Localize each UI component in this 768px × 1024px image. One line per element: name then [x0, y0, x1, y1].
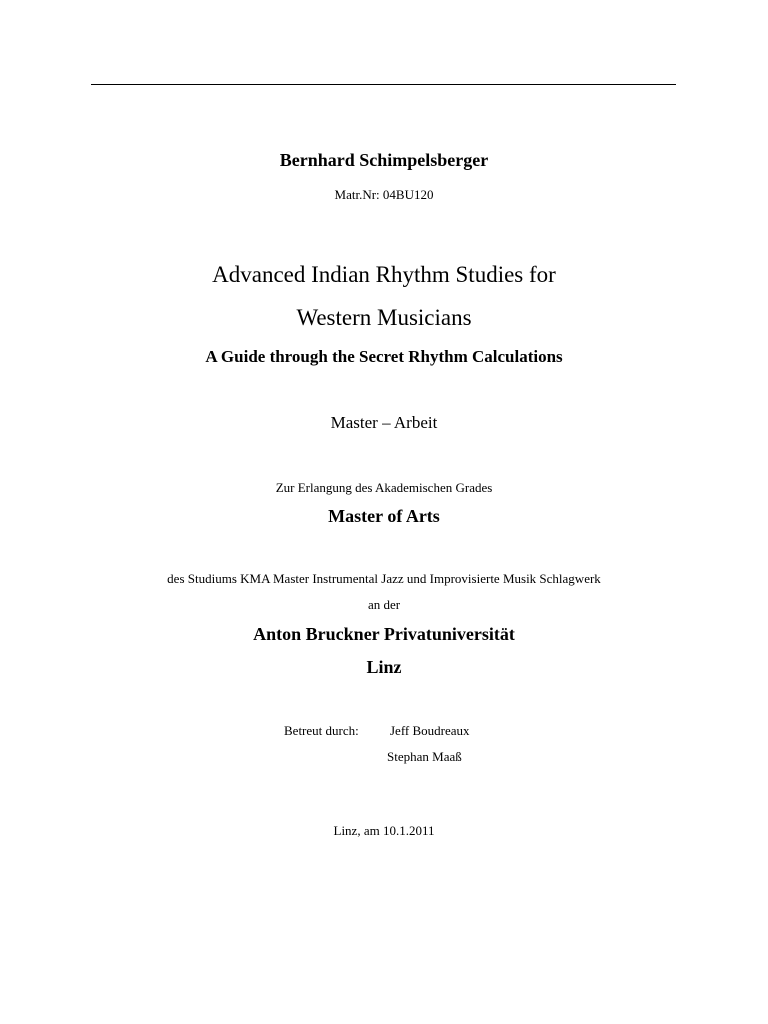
an-der-text: an der — [367, 597, 401, 612]
degree-name: Master of Arts — [328, 506, 440, 526]
degree-purpose: Zur Erlangung des Akademischen Grades — [275, 480, 493, 495]
supervisor-2: Stephan Maaß — [387, 749, 462, 764]
subtitle: A Guide through the Secret Rhythm Calculations — [205, 347, 563, 366]
title-line-1: Advanced Indian Rhythm Studies for — [212, 262, 556, 287]
supervision-label: Betreut durch: — [284, 723, 359, 738]
thesis-type: Master – Arbeit — [330, 413, 438, 432]
supervisor-1: Jeff Boudreaux — [390, 723, 470, 738]
place-date: Linz, am 10.1.2011 — [333, 823, 435, 838]
university-name: Anton Bruckner Privatuniversität — [253, 624, 515, 644]
study-program: des Studiums KMA Master Instrumental Jazz und Improvisierte Musik Schlagwerk — [167, 571, 601, 586]
top-rule — [91, 84, 676, 85]
matriculation-number: Matr.Nr: 04BU120 — [334, 187, 434, 202]
author-name: Bernhard Schimpelsberger — [279, 150, 489, 170]
university-city: Linz — [366, 657, 402, 677]
title-line-2: Western Musicians — [296, 305, 472, 330]
